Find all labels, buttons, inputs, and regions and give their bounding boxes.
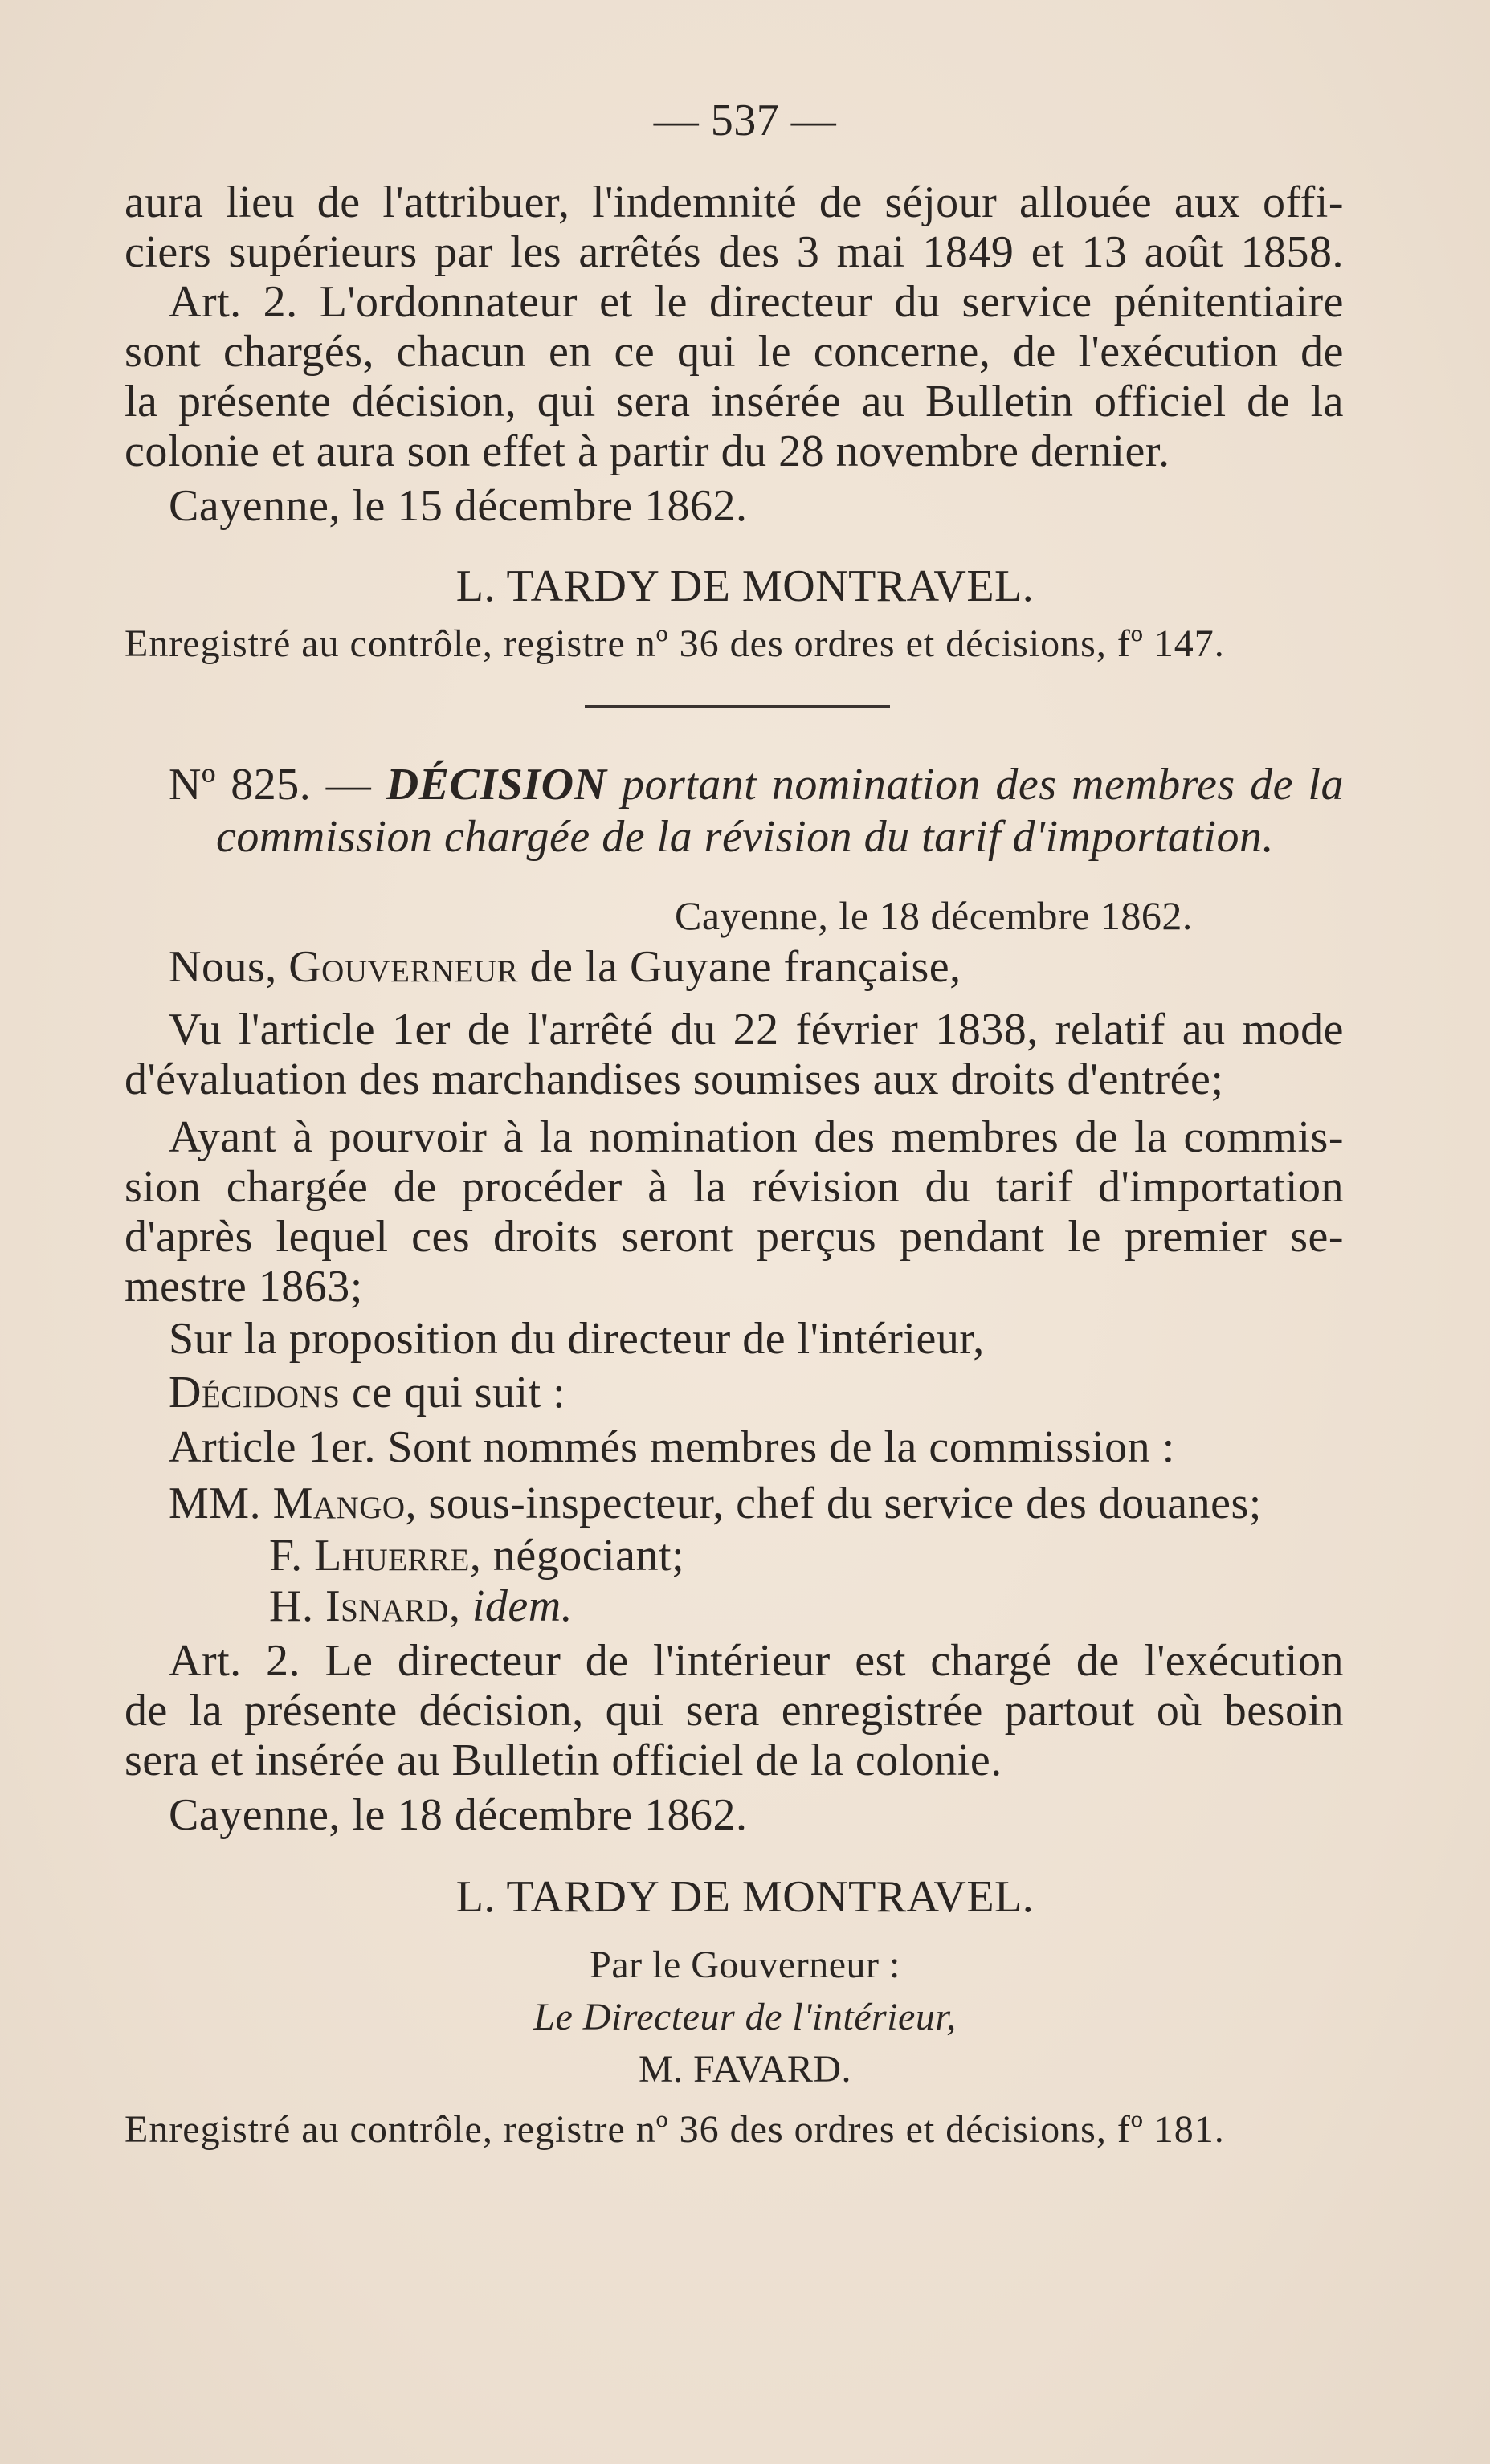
date-line: Cayenne, le 18 décembre 1862. [169,1790,748,1840]
text-line: aura lieu de l'attribuer, l'indemnité de séjour allouée aux offi- [125,177,1344,227]
text-line: Art. 2. Le directeur de l'intérieur est chargé de l'exécution [169,1636,1344,1686]
text-segment: , [448,1581,472,1631]
member-line [269,1530,684,1581]
member-name: Isnard [325,1581,449,1631]
member-name: Mango [272,1479,406,1528]
text-segment: H. [269,1581,325,1631]
registration-note: Enregistré au contrôle, registre nº 36 des ordres et décisions, fº 147. [125,622,1225,665]
text-line: d'évaluation des marchandises soumises aux droits d'entrée; [125,1055,1224,1104]
date-line: Cayenne, le 15 décembre 1862. [169,481,748,531]
governor-title: Gouverneur [288,942,519,992]
text-segment: , négociant; [469,1531,685,1581]
text-line: Ayant à pourvoir à la nomination des membres de la commis- [169,1112,1344,1162]
text-line: d'après lequel ces droits seront perçus pendant le premier se- [125,1212,1344,1262]
countersignature: M. FAVARD. [638,2048,852,2091]
page-number: — 537 — [653,96,837,145]
member-line [269,1581,573,1632]
text-segment: MM. [169,1479,273,1528]
decision-heading [169,759,1344,810]
decision-title: DÉCISION [386,760,607,810]
text-segment: de la Guyane française, [518,942,961,992]
authority-title: Le Directeur de l'intérieur, [533,1996,957,2038]
text-segment: ce qui suit : [340,1368,566,1418]
text-line: colonie et aura son effet à partir du 28 novembre dernier. [125,426,1170,476]
text-segment: , sous-inspecteur, chef du service des douanes; [405,1479,1262,1528]
decision-subject: portant nomination des membres de la [606,760,1344,810]
text-segment: F. [269,1531,315,1581]
separator-rule [585,705,890,708]
text-line: la présente décision, qui sera insérée au Bulletin officiel de la [125,377,1344,426]
decision-subject-cont: commission chargée de la révision du tarif d'importation. [216,812,1274,862]
registration-note: Enregistré au contrôle, registre nº 36 des ordres et décisions, fº 181. [125,2108,1225,2151]
text-segment: idem. [471,1581,574,1631]
signature: L. TARDY DE MONTRAVEL. [455,561,1035,611]
decision-number: Nº 825. — [169,760,386,810]
text-line: Vu l'article 1er de l'arrêté du 22 février 1838, relatif au mode [169,1005,1344,1055]
text-line: sont chargés, chacun en ce qui le concerne, de l'exécution de [125,327,1344,377]
member-line [169,1478,1262,1529]
text-line: sera et insérée au Bulletin officiel de la colonie. [125,1736,1002,1785]
text-line: Art. 2. L'ordonnateur et le directeur du service pénitentiaire [169,277,1344,327]
text-segment: Nous, [169,942,289,992]
text-line: sion chargée de procéder à la révision du tarif d'importation [125,1162,1344,1212]
text-line: ciers supérieurs par les arrêtés des 3 mai 1849 et 13 août 1858. [125,227,1344,277]
text-line: Article 1er. Sont nommés membres de la commission : [169,1422,1175,1472]
member-name: Lhuerre [314,1531,470,1581]
date-line: Cayenne, le 18 décembre 1862. [675,893,1193,938]
signature: L. TARDY DE MONTRAVEL. [455,1872,1035,1922]
text-line: de la présente décision, qui sera enregistrée partout où besoin [125,1686,1344,1736]
text-line [169,1367,565,1418]
text-line: mestre 1863; [125,1262,363,1312]
authority-line: Par le Gouverneur : [590,1944,900,1986]
text-line [169,941,961,993]
decidons-word: Décidons [169,1368,341,1418]
text-line: Sur la proposition du directeur de l'intérieur, [169,1314,985,1364]
